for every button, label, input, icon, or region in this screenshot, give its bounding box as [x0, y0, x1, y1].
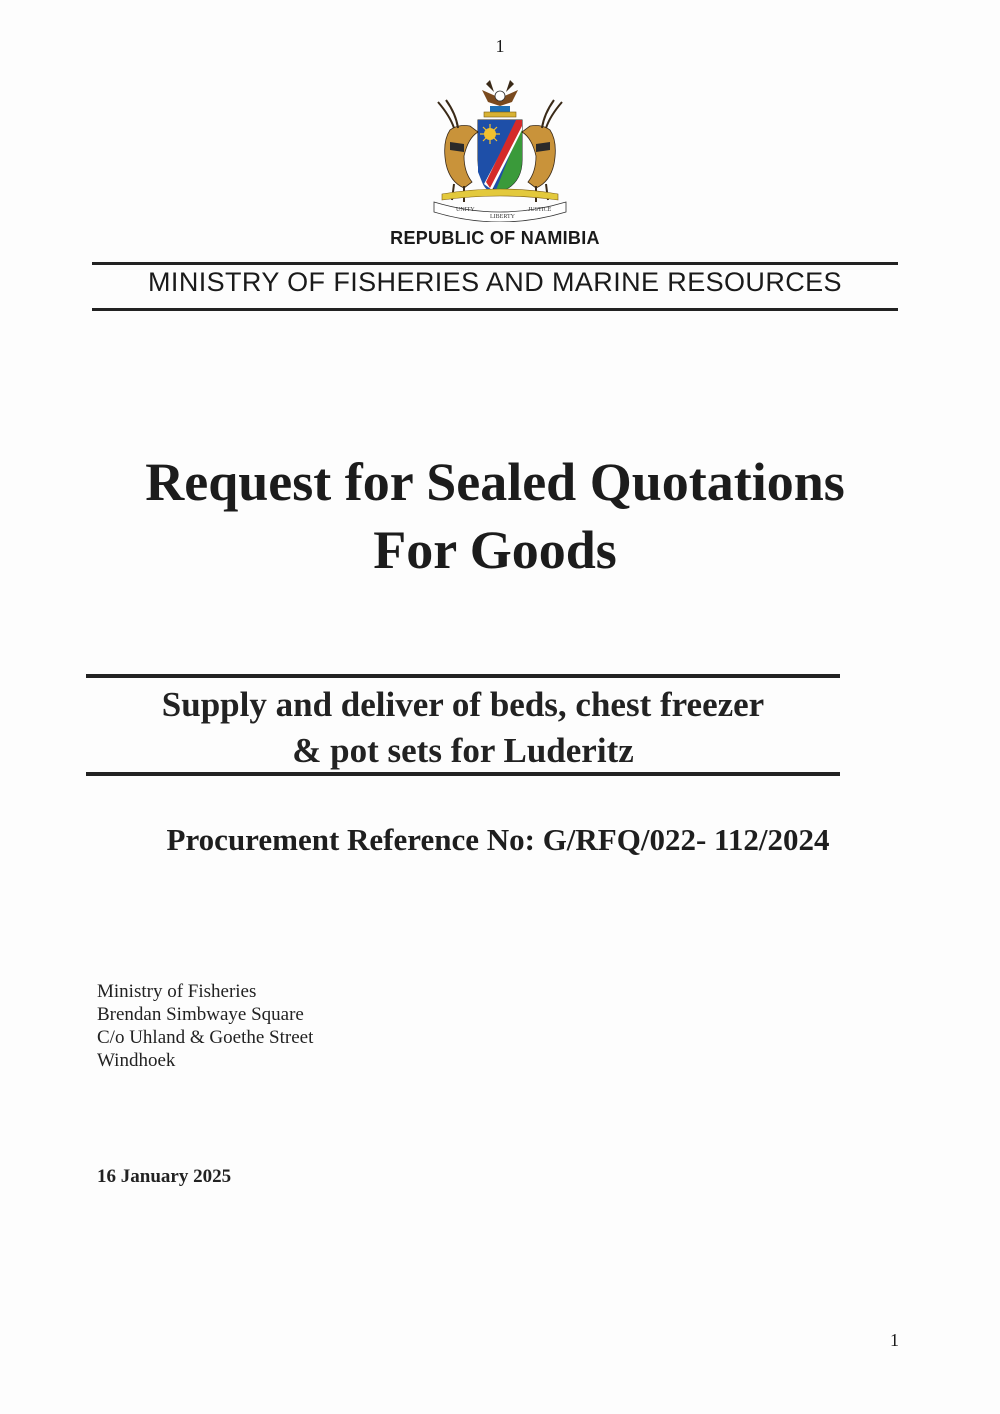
document-subtitle-line-2: & pot sets for Luderitz: [292, 731, 634, 770]
oryx-right-icon: [522, 100, 562, 202]
document-subtitle: [86, 682, 840, 774]
address-line: C/o Uhland & Goethe Street: [97, 1027, 314, 1048]
document-title-line-1: Request for Sealed Quotations: [145, 452, 845, 512]
ministry-rule-top: [92, 262, 898, 265]
svg-text:JUSTICE: JUSTICE: [528, 207, 552, 213]
page-number-bottom: 1: [890, 1330, 899, 1350]
subtitle-rule-top: [86, 674, 840, 678]
document-subtitle-line-1: Supply and deliver of beds, chest freezer: [161, 685, 765, 724]
ministry-heading: MINISTRY OF FISHERIES AND MARINE RESOURCES: [148, 267, 842, 297]
document-title: [60, 448, 930, 584]
address-block: [97, 980, 313, 1072]
svg-text:UNITY: UNITY: [456, 207, 475, 213]
ministry-rule-bottom: [92, 308, 898, 311]
document-title-line-2: For Goods: [373, 520, 617, 580]
subtitle-rule-bottom: [86, 772, 840, 776]
motto-ribbon-icon: [434, 202, 566, 222]
address-line: Brendan Simbwaye Square: [97, 1004, 304, 1025]
procurement-reference: Procurement Reference No: G/RFQ/022- 112/2024: [166, 822, 830, 857]
shield-icon: [478, 120, 522, 192]
address-line: Windhoek: [97, 1050, 176, 1071]
oryx-left-icon: [438, 100, 478, 202]
address-line: Ministry of Fisheries: [97, 981, 257, 1002]
republic-heading: REPUBLIC OF NAMIBIA: [390, 228, 600, 248]
svg-text:LIBERTY: LIBERTY: [490, 214, 515, 220]
eagle-icon: [482, 80, 518, 112]
document-date: 16 January 2025: [97, 1166, 232, 1187]
coat-of-arms-icon: [420, 72, 580, 222]
page-number-top: 1: [495, 36, 505, 56]
